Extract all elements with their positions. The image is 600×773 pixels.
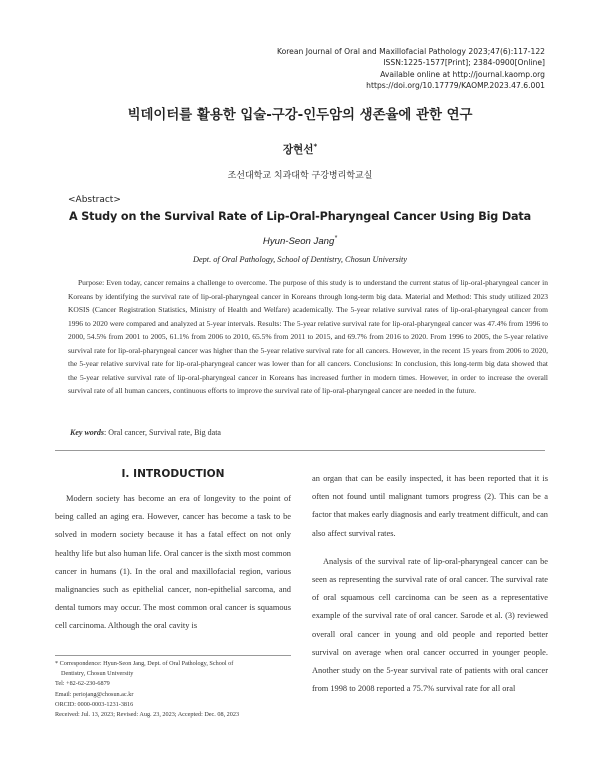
- keywords-text: : Oral cancer, Survival rate, Big data: [104, 428, 221, 437]
- journal-url[interactable]: Available online at http://journal.kaomp.org: [380, 69, 545, 79]
- english-author: [0, 235, 600, 247]
- footnote-divider: [55, 655, 291, 656]
- abstract-text: Purpose: Even today, cancer remains a challenge to overcome. The purpose of this study is to understand the current status of lip-oral-pharyngeal cancer in Koreans by identifying the survival rate of lip-oral-pharyngeal cancer in Koreans through long-term big data. Material and Method: This study utilized 2023 KOSIS (Cancer Registration Statistics, Ministry of Health and Welfare) academically. The 5-year relative survival rates of lip-oral-pharyngeal cancer from 1996 to 2020 were compared and analyzed at 5-year intervals. Results: The 5-year relative survival rate for lip-oral-pharyngeal cancer was 47.4% from 1996 to 2000, 54.5% from 2001 to 2005, 61.1% from 2006 to 2010, 65.5% from 2011 to 2015, and 69.7% from 2016 to 2020. From 1996 to 2005, the 5-year relative survival rate for lip-oral-pharyngeal cancer was higher than the 5-year relative survival rate for all cancers. However, in the recent 15 years from 2006 to 2020, the 5-year relative survival rate for lip-oral-pharyngeal cancer was lower than for all cancers. Conclusions: In conclusion, this long-term big data showed that the 5-year relative survival rate of lip-oral-pharyngeal cancer in Koreans has increased further in modern times. However, in order to increase the overall survival rate of all human cancers, continuous efforts to improve the survival rate of lip-oral-pharyngeal cancer are needed in the future.: [68, 278, 548, 396]
- english-author-name: Hyun-Seon Jang: [262, 236, 335, 248]
- abstract: [68, 276, 548, 398]
- footnote-correspondence-cont: Dentistry, Chosun University: [61, 670, 134, 678]
- journal-doi[interactable]: https://doi.org/10.17779/KAOMP.2023.47.6.001: [366, 80, 545, 90]
- keywords-label: Key words: [70, 428, 104, 437]
- intro-paragraph-1: Modern society has become an era of longevity to the point of being called an aging era. However, cancer has become a task to be solved in modern society because it has a fatal effect on not only healthy life but also human life. Oral cancer is the sixth most common cancer in humans (1). In the oral and maxillofacial region, various malignancies such as epithelial cancer, non-epithelial sarcoma, and dental tumors may occur. The most common oral cancer is squamous cell carcinoma. Although the oral cavity is: [55, 494, 291, 631]
- intro-paragraph-continued: an organ that can be easily inspected, it has been reported that it is often not found until malignant tumors progress (2). This can be a factor that makes early diagnosis and early treatment difficult, and can also affect survival rates.: [312, 474, 548, 538]
- intro-paragraph-2: Analysis of the survival rate of lip-oral-pharyngeal cancer can be seen as representing the survival rate of oral cancer. The survival rate of oral squamous cell carcinoma can be seen as a representative example of the survival rate of oral cancer. Sarode et al. (3) reviewed overall oral cancer in young and old people and reported better survival on average when oral cancer occurred in younger people. Another study on the 5-year survival rate of patients with oral cancer from 1998 to 2008 reported a 75.7% survival rate for all oral: [312, 556, 548, 694]
- english-title: A Study on the Survival Rate of Lip-Oral-Pharyngeal Cancer Using Big Data: [68, 210, 532, 223]
- english-affiliation: Dept. of Oral Pathology, School of Dentistry, Chosun University: [192, 255, 408, 264]
- right-column: [312, 470, 548, 698]
- footnote-tel: Tel: +82-62-230-6879: [55, 680, 110, 688]
- english-author-mark: *: [334, 235, 338, 242]
- footnote-orcid: ORCID: 0000-0003-1231-3816: [55, 700, 134, 708]
- korean-title: 빅데이터를 활용한 입술-구강-인두암의 생존율에 관한 연구: [127, 108, 473, 123]
- korean-affiliation: 조선대학교 치과대학 구강병리학교실: [227, 171, 373, 181]
- korean-author-name: 장현선: [282, 144, 314, 156]
- footnotes: [55, 659, 295, 720]
- abstract-label: <Abstract>: [68, 195, 121, 205]
- introduction-heading: Ⅰ. INTRODUCTION: [121, 468, 225, 480]
- footnote-dates: Received: Jul. 13, 2023; Revised: Aug. 23, 2023; Accepted: Dec. 08, 2023: [55, 711, 240, 719]
- footnote-correspondence: * Correspondence: Hyun-Seon Jang, Dept. of Oral Pathology, School of: [55, 660, 234, 667]
- footnote-email[interactable]: Email: periojang@chosun.ac.kr: [55, 690, 134, 698]
- keywords: [70, 428, 221, 437]
- korean-author: [0, 142, 600, 157]
- journal-header: [277, 46, 545, 91]
- journal-citation: Korean Journal of Oral and Maxillofacial Pathology 2023;47(6):117-122: [276, 47, 545, 56]
- section-divider: [55, 450, 545, 451]
- journal-issn: ISSN:1225-1577[Print]; 2384-0900[Online]: [383, 58, 545, 68]
- left-column: [55, 490, 291, 636]
- korean-author-mark: *: [313, 142, 318, 151]
